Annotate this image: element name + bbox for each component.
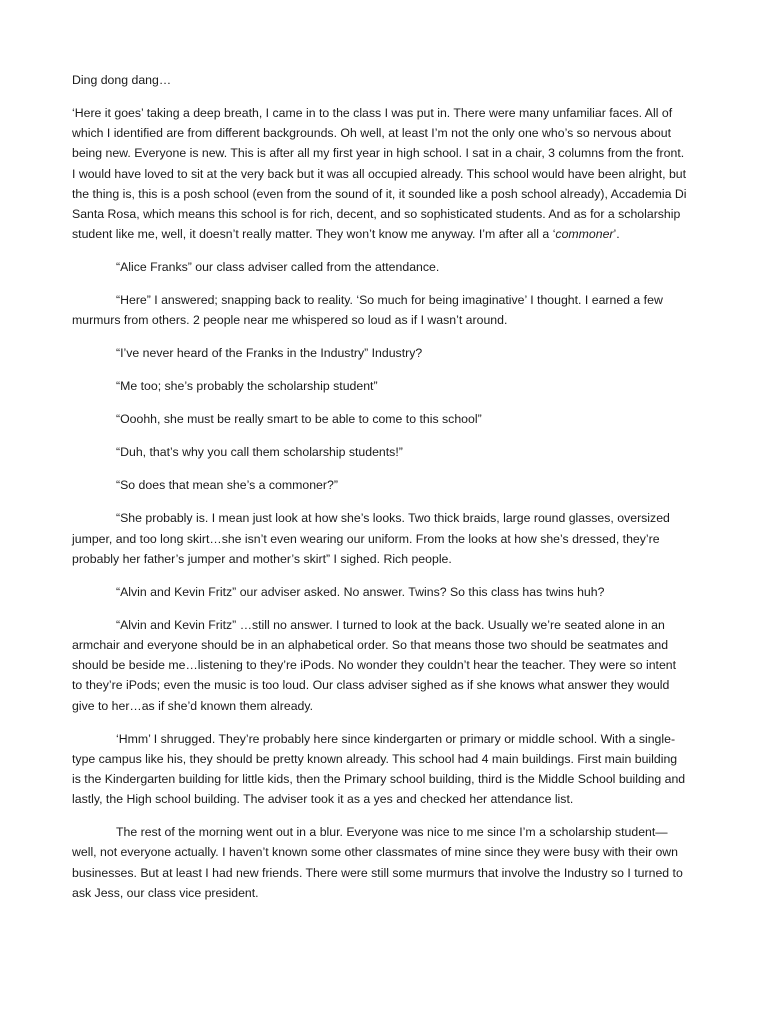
paragraph-text: “Me too; she’s probably the scholarship student” <box>116 379 378 394</box>
paragraph-morning <box>72 822 688 903</box>
paragraph-text: ‘Here it goes’ taking a deep breath, I came in to the class I was put in. There were many unfamiliar faces. All of which I identified are from different backgrounds. Oh well, at least I’m not the only one who’s so nervous about being new. Everyone is new. This is after all my first year in high school. I sat in a chair, 3 columns from the front. I would have loved to sit at the very back but it was all occupied already. This school would have been alright, but the thing is, this is a posh school (even from the sound of it, it sounded like a posh school already), Accademia Di Santa Rosa, which means this school is for rich, decent, and so sophisticated students. And as for a scholarship student like me, well, it doesn’t really matter. They won’t know me anyway. I’m after all a ‘ <box>72 106 687 242</box>
paragraph-here <box>72 290 688 330</box>
italic-word: commoner <box>555 227 614 242</box>
paragraph-attendance <box>72 257 688 277</box>
document-page <box>72 70 688 916</box>
paragraph-description <box>72 508 688 569</box>
paragraph-dialogue <box>72 409 688 429</box>
paragraph-text: The rest of the morning went out in a blur. Everyone was nice to me since I’m a scholarship student—well, not everyone actually. I haven’t known some other classmates of mine since they were busy with their own businesses. But at least I had new friends. There were still some murmurs that involve the Industry so I turned to ask Jess, our class vice president. <box>72 825 683 900</box>
paragraph-text-end: ’. <box>613 227 620 242</box>
paragraph-dialogue <box>72 376 688 396</box>
paragraph-dialogue <box>72 475 688 495</box>
paragraph-arrival <box>72 103 688 244</box>
paragraph-opening <box>72 70 688 90</box>
paragraph-text: “Here” I answered; snapping back to reality. ‘So much for being imaginative’ I thought. I earned a few murmurs from others. 2 people near me whispered so loud as if I wasn’t around. <box>72 293 663 328</box>
paragraph-text: Ding dong dang… <box>72 73 172 87</box>
paragraph-dialogue <box>72 343 688 363</box>
paragraph-campus <box>72 729 688 810</box>
paragraph-text: “She probably is. I mean just look at how she’s looks. Two thick braids, large round glasses, oversized jumper, and too long skirt…she isn’t even wearing our uniform. From the looks at how she’s dressed, they’re probably her father’s jumper and mother’s skirt” I sighed. Rich people. <box>72 511 670 566</box>
paragraph-text: “So does that mean she’s a commoner?” <box>116 478 338 493</box>
paragraph-text: “I’ve never heard of the Franks in the Industry” Industry? <box>116 346 423 361</box>
paragraph-twins <box>72 582 688 602</box>
paragraph-text: “Duh, that’s why you call them scholarship students!” <box>116 445 403 460</box>
paragraph-dialogue <box>72 442 688 462</box>
paragraph-text: “Alvin and Kevin Fritz” …still no answer. I turned to look at the back. Usually we’re seated alone in an armchair and everyone should be in an alphabetical order. So that means those two should be seatmates and should be beside me…listening to they’re iPods. No wonder they couldn’t hear the teacher. They were so intent to they’re iPods; even the music is too loud. Our class adviser sighed as if she knows what answer they would give to her…as if she’d known them already. <box>72 617 677 713</box>
paragraph-text: “Alice Franks” our class adviser called from the attendance. <box>116 260 440 275</box>
paragraph-text: “Alvin and Kevin Fritz” our adviser asked. No answer. Twins? So this class has twins huh? <box>116 584 605 599</box>
paragraph-text: ‘Hmm’ I shrugged. They’re probably here since kindergarten or primary or middle school. With a single-type campus like his, they should be pretty known already. This school had 4 main buildings. First main building is the Kindergarten building for little kids, then the Primary school building, third is the Middle School building and lastly, the High school building. The adviser took it as a yes and checked her attendance list. <box>72 731 686 807</box>
paragraph-ipods <box>72 615 688 716</box>
paragraph-text: “Ooohh, she must be really smart to be able to come to this school” <box>116 412 482 427</box>
